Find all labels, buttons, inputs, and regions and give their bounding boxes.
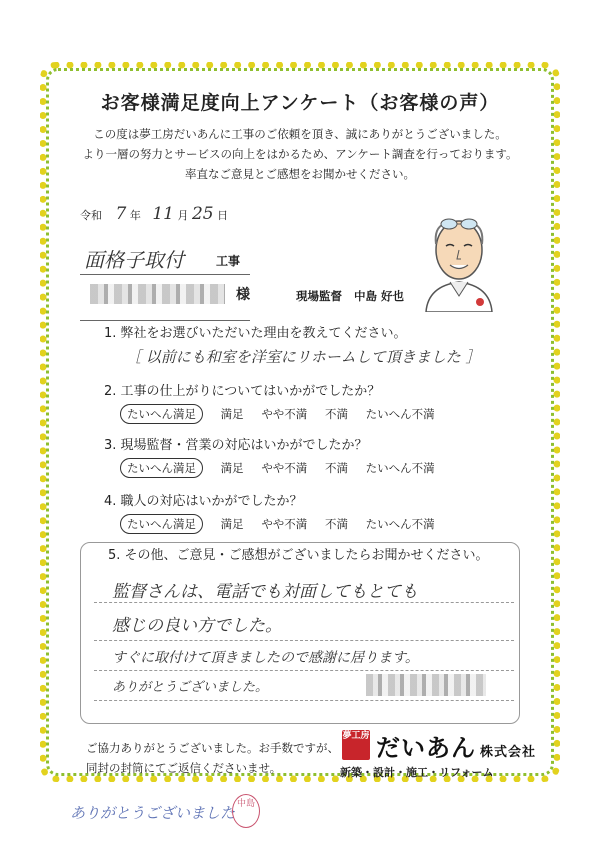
question-number: 1.	[104, 326, 117, 341]
signature-redacted	[366, 674, 486, 696]
option-dissatisfied[interactable]: 不満	[324, 407, 348, 421]
question-5	[104, 544, 493, 563]
company-name: だいあん	[376, 734, 476, 762]
option-very-dissatisfied[interactable]: たいへん不満	[365, 461, 435, 475]
intro-line: より一層の努力とサービスの向上をはかるため、アンケート調査を行っております。	[82, 147, 518, 161]
option-slightly-dissatisfied[interactable]: やや不満	[261, 407, 308, 421]
question-4	[104, 490, 303, 509]
intro-line: この度は夢工房だいあんに工事のご依頼を頂き、誠にありがとうございました。	[93, 127, 507, 141]
company-tagline: 新築・設計・施工・リフォーム	[340, 766, 494, 779]
supervisor-name: 中島 好也	[354, 289, 405, 303]
question-text: その他、ご意見・ご感想がございましたらお聞かせください。	[124, 548, 489, 563]
date-month: 11	[152, 204, 174, 224]
question-text: 職人の対応はいかがでしたか？	[120, 494, 303, 509]
comment-line-3: すぐに取付けて頂きましたので感謝に居ります。	[112, 650, 419, 666]
comment-line-4: ありがとうございました。	[112, 680, 269, 695]
date-year-unit: 年	[129, 209, 141, 222]
options-2	[120, 404, 449, 424]
thanks-line: ご協力ありがとうございました。お手数ですが、	[86, 741, 339, 755]
answer-1: ［ 以前にも和室を洋室にリホームして頂きました ］	[126, 348, 481, 366]
date-day: 25	[191, 204, 214, 224]
name-seal: 中島	[232, 794, 260, 828]
customer-name-redacted	[90, 284, 225, 304]
survey-title: お客様満足度向上アンケート（お客様の声）	[100, 92, 500, 114]
option-dissatisfied[interactable]: 不満	[324, 461, 348, 475]
supervisor-label: 現場監督	[296, 289, 342, 303]
option-slightly-dissatisfied[interactable]: やや不満	[261, 517, 308, 531]
thanks-note	[86, 738, 339, 778]
question-text: 現場監督・営業の対応はいかがでしたか？	[120, 438, 368, 453]
option-very-satisfied[interactable]: たいへん満足	[120, 404, 203, 424]
intro-text	[0, 124, 600, 184]
question-2	[104, 380, 380, 399]
question-text: 工事の仕上がりについてはいかがでしたか？	[120, 384, 381, 399]
option-dissatisfied[interactable]: 不満	[324, 517, 348, 531]
handwritten-thanks: ありがとうございました	[70, 804, 236, 822]
comment-line-1: 監督さんは、電話でも対面してもとても	[112, 582, 418, 602]
options-3	[120, 458, 449, 478]
supervisor-info	[296, 288, 404, 304]
option-very-dissatisfied[interactable]: たいへん不満	[365, 517, 435, 531]
question-text: 弊社をお選びいただいた理由を教えてください。	[120, 326, 407, 341]
option-satisfied[interactable]: 満足	[220, 517, 244, 531]
date-era: 令和	[80, 209, 102, 222]
date-field	[80, 204, 228, 224]
option-very-dissatisfied[interactable]: たいへん不満	[365, 407, 435, 421]
company-logo-mark: 夢工房	[342, 730, 370, 760]
option-very-satisfied[interactable]: たいへん満足	[120, 458, 203, 478]
work-label: 工事	[216, 254, 241, 268]
question-number: 2.	[104, 384, 117, 399]
comment-line-2: 感じの良い方でした。	[112, 616, 282, 636]
option-slightly-dissatisfied[interactable]: やや不満	[261, 461, 308, 475]
question-1	[104, 322, 407, 341]
option-very-satisfied[interactable]: たいへん満足	[120, 514, 203, 534]
customer-suffix: 様	[236, 287, 250, 303]
intro-line: 率直なご意見とご感想をお聞かせください。	[185, 167, 415, 181]
question-number: 4.	[104, 494, 117, 509]
option-satisfied[interactable]: 満足	[220, 461, 244, 475]
question-number: 5.	[108, 548, 121, 563]
supervisor-avatar	[418, 202, 500, 312]
work-value: 面格子取付	[84, 248, 184, 272]
company-logo	[376, 728, 536, 763]
company-suffix: 株式会社	[480, 745, 537, 760]
date-month-unit: 月	[177, 209, 189, 222]
options-4	[120, 514, 449, 534]
question-3	[104, 434, 368, 453]
option-satisfied[interactable]: 満足	[220, 407, 244, 421]
question-number: 3.	[104, 438, 117, 453]
thanks-line: 同封の封筒にてご返信くださいませ。	[86, 761, 282, 775]
date-day-unit: 日	[217, 209, 229, 222]
date-year: 7	[115, 204, 127, 224]
